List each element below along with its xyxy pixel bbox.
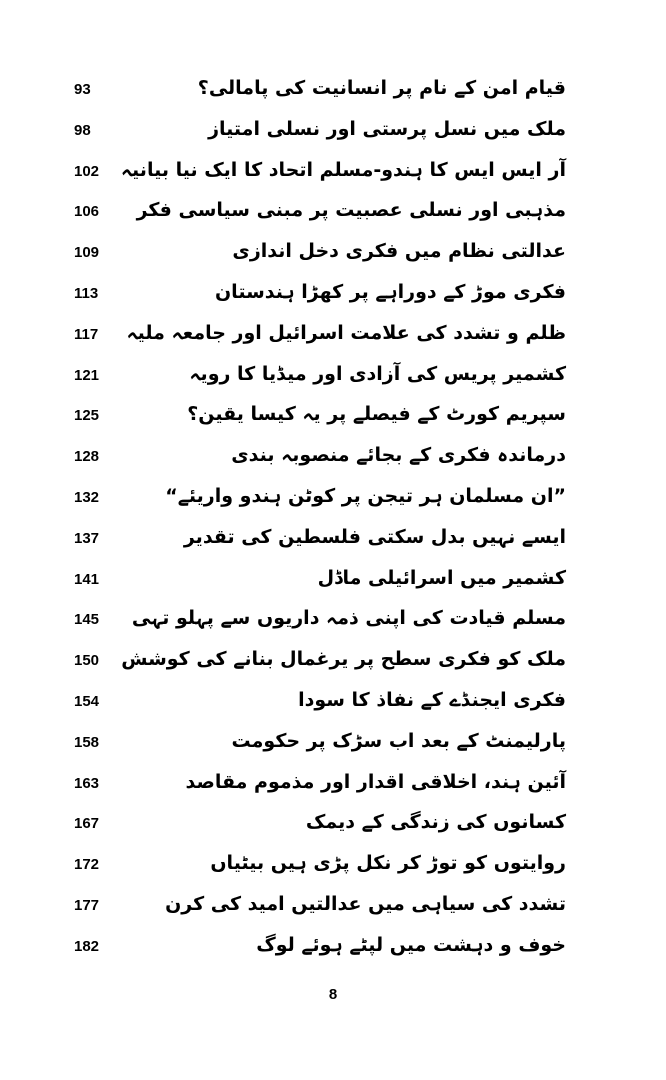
toc-page-number: 177	[74, 896, 100, 914]
toc-entry	[0, 478, 666, 519]
toc-page-number: 182	[74, 937, 100, 955]
toc-page-number: 163	[74, 774, 100, 792]
toc-title: آئین ہند، اخلاقی اقدار اور مذموم مقاصد	[185, 770, 566, 793]
toc-page-number: 150	[74, 652, 100, 670]
toc-entry	[0, 682, 666, 723]
toc-title: مذہبی اور نسلی عصبیت پر مبنی سیاسی فکر	[136, 199, 566, 222]
toc-page-number: 158	[74, 733, 100, 751]
toc-title: ظلم و تشدد کی علامت اسرائیل اور جامعہ ملیہ	[126, 321, 566, 344]
toc-entry	[0, 356, 666, 397]
toc-title: ملک کو فکری سطح پر یرغمال بنانے کی کوشش	[121, 648, 566, 671]
toc-page-number: 145	[74, 611, 100, 629]
toc-title: مسلم قیادت کی اپنی ذمہ داریوں سے پہلو تہی	[131, 607, 566, 630]
toc-page-number: 117	[74, 325, 99, 343]
toc-entry	[0, 437, 666, 478]
toc-entry	[0, 764, 666, 805]
toc-title: عدالتی نظام میں فکری دخل اندازی	[232, 240, 566, 263]
toc-title: ”ان مسلمان ہر تیجن پر کوٹن ہندو واریئے“	[165, 484, 566, 507]
toc-page-number: 141	[74, 570, 100, 588]
toc-entry	[0, 233, 666, 274]
toc-entry	[0, 192, 666, 233]
toc-page-number: 93	[74, 81, 91, 98]
toc-entry	[0, 723, 666, 764]
toc-entry	[0, 886, 666, 927]
toc-title: تشدد کی سیاہی میں عدالتیں امید کی کرن	[165, 892, 566, 915]
toc-title: فکری موڑ کے دوراہے پر کھڑا ہندستان	[214, 280, 566, 303]
toc-title: کسانوں کی زندگی کے دیمک	[305, 811, 566, 834]
toc-entry	[0, 804, 666, 845]
toc-page-number: 121	[74, 366, 100, 384]
table-of-contents	[0, 70, 666, 968]
toc-entry	[0, 152, 666, 193]
toc-title: کشمیر میں اسرائیلی ماڈل	[317, 566, 566, 589]
toc-title: پارلیمنٹ کے بعد اب سڑک پر حکومت	[231, 729, 566, 752]
toc-page-number: 98	[74, 121, 91, 139]
toc-entry	[0, 600, 666, 641]
toc-page-number: 128	[74, 448, 100, 466]
toc-page-number: 137	[74, 529, 100, 547]
toc-entry	[0, 396, 666, 437]
toc-page-number: 132	[74, 488, 100, 506]
toc-page-number: 109	[74, 244, 100, 262]
toc-title: خوف و دہشت میں لپٹے ہوئے لوگ	[256, 933, 566, 956]
toc-title: ایسے نہیں بدل سکتی فلسطین کی تقدیر	[183, 525, 566, 548]
toc-page-number: 102	[74, 162, 100, 180]
toc-entry	[0, 519, 666, 560]
toc-page-number: 113	[74, 284, 99, 302]
footer-page-number: 8	[328, 986, 338, 1003]
toc-page-number: 167	[74, 815, 100, 833]
toc-entry	[0, 70, 666, 111]
toc-entry	[0, 641, 666, 682]
toc-page-number: 125	[74, 407, 100, 425]
toc-title: کشمیر پریس کی آزادی اور میڈیا کا رویہ	[189, 362, 566, 385]
toc-page-number: 172	[74, 856, 100, 874]
toc-title: قیام امن کے نام پر انسانیت کی پامالی؟	[197, 77, 566, 99]
toc-entry	[0, 845, 666, 886]
toc-title: سپریم کورٹ کے فیصلے پر یہ کیسا یقین؟	[187, 403, 566, 426]
toc-title: آر ایس ایس کا ہندو-مسلم اتحاد کا ایک نیا بیانیہ	[120, 158, 566, 181]
toc-entry	[0, 315, 666, 356]
toc-title: درماندہ فکری کے بجائے منصوبہ بندی	[231, 444, 566, 467]
toc-entry	[0, 560, 666, 601]
toc-page-number: 154	[74, 692, 100, 710]
toc-title: فکری ایجنڈے کے نفاذ کا سودا	[298, 688, 566, 711]
toc-page-number: 106	[74, 203, 100, 221]
toc-entry	[0, 927, 666, 968]
toc-entry	[0, 274, 666, 315]
toc-entry	[0, 111, 666, 152]
toc-title: ملک میں نسل پرستی اور نسلی امتیاز	[208, 117, 566, 140]
toc-title: روایتوں کو توڑ کر نکل پڑی ہیں بیٹیاں	[210, 852, 566, 875]
